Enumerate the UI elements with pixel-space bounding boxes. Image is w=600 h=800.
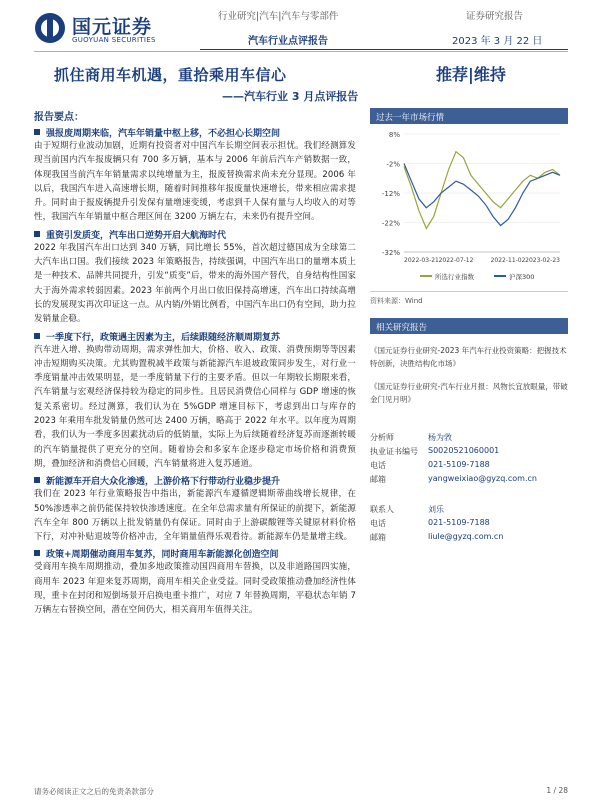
chart-source: 资料来源：Wind (370, 297, 423, 305)
contact-name: 刘乐 (428, 505, 444, 514)
header-divider (200, 49, 568, 50)
bullet-square-icon (34, 231, 40, 237)
market-chart (370, 124, 568, 292)
analyst-cert-row (370, 446, 568, 460)
header-divider-light (34, 51, 568, 52)
bullet-square-icon (34, 129, 40, 135)
chart-x-tick-label: 2022-07-12 (438, 257, 474, 264)
analyst-name-row (370, 432, 568, 446)
company-logo-icon (34, 12, 66, 44)
analyst-cert-label: 执业证书编号 (370, 447, 418, 456)
summary-bullet (34, 330, 356, 343)
company-logo (34, 12, 194, 46)
analyst-tel-label: 电话 (370, 461, 386, 470)
summary-heading: 报告要点： (34, 112, 84, 123)
rating-badge: 推荐|维持 (436, 65, 506, 84)
chart-y-tick-label: -2% (386, 160, 400, 169)
bullet-square-icon (34, 477, 40, 483)
summary-column (34, 108, 356, 618)
header-report-type: 证券研究报告 (466, 11, 524, 22)
analyst-tel: 021-5109-7188 (428, 460, 490, 469)
chart-x-tick-label: 2023-02-23 (525, 257, 560, 264)
related-reports-bar: 相关研究报告 (370, 318, 568, 334)
contact-mail-label: 邮箱 (370, 533, 386, 542)
analyst-mail-label: 邮箱 (370, 475, 386, 484)
summary-paragraph: 受商用车换车周期推动，叠加多地政策推动国四商用车替换，以及非道路国四实施，商用车 2023 年迎来复苏周期，商用车相关企业受益。同时受政策推动叠加经济性体现，重卡在封闭和短倒场景开启换电重卡推广，对应 7 年替换周期，平稳状态年销 7 万辆左右替换空间，潜在空间仍大，相关商用车值得关注。 (34, 562, 356, 616)
analyst-name: 杨为敩 (428, 433, 452, 442)
header-date: 2023 年 3 月 22 日 (452, 36, 543, 47)
report-subtitle: ——汽车行业 3 月点评报告 (222, 90, 359, 103)
related-report-link[interactable]: 《国元证券行业研究-汽车行业月报：风物长宜放眼量，带破金门见月明》 (370, 382, 568, 404)
summary-bullet (34, 228, 356, 241)
analyst-info (370, 432, 568, 546)
bullet-square-icon (34, 550, 40, 556)
summary-bullet (34, 474, 356, 487)
logo-text-en: GUOYUAN SECURITIES (72, 36, 156, 44)
contact-mail-link[interactable]: liule@gyzq.com.cn (428, 532, 504, 541)
related-report-link[interactable]: 《国元证券行业研究-2023 年汽车行业投资策略：把握技术特创新，决胜结构化市场》 (370, 346, 567, 368)
analyst-mail-row (370, 474, 568, 488)
chart-y-tick-label: -32% (381, 249, 400, 257)
summary-paragraph: 2022 年我国汽车出口达到 340 万辆，同比增长 55%，首次超过德国成为全球第二大汽车出口国。我们接续 2023 年策略报告，持续强调，中国汽车出口的量增本质上是一种技术、品牌共同提升，引发“质变”后，带来的海外国产替代，自身结构性国家大于海外需求转弱因素。2023 年前两个月出口依旧保持高增速，汽车出口持续高增长的发展现实再次印证这一点。从内销/外销比例看，中国汽车出口仍有空间，助力拉发销量企稳。 (34, 242, 356, 325)
page-header (0, 0, 600, 56)
chart-series-line (404, 164, 560, 226)
bullet-text: 一季度下行，政策遇主因素为主，后续跟随经济顺周期复苏 (46, 332, 281, 343)
bullet-text: 强报废周期来临，汽车年销量中枢上移，不必担心长期空间 (46, 129, 281, 139)
contact-tel-row (370, 518, 568, 532)
chart-y-tick-label: -12% (381, 190, 400, 198)
chart-y-tick-label: -22% (381, 219, 400, 228)
report-title: 抓住商用车机遇，重拾乘用车信心 (54, 66, 287, 84)
page-number: 1 / 28 (546, 786, 568, 795)
chart-title-bar: 过去一年市场行情 (370, 108, 568, 124)
header-category: 行业研究|汽车|汽车与零部件 (218, 11, 339, 22)
contact-tel: 021-5109-7188 (428, 518, 490, 527)
analyst-cert: S0020521060001 (428, 446, 500, 455)
contact-role-label: 联系人 (370, 505, 394, 514)
contact-mail-row (370, 532, 568, 546)
page-footer (34, 786, 568, 797)
market-chart-svg (370, 124, 568, 292)
summary-paragraph: 我们在 2023 年行业策略报告中指出，新能源汽车遵循逻辑斯蒂曲线增长规律，在 50%渗透率之前仍能保持较快渗透速度。在全年总需求量有所保证的前提下，新能源汽车全年 800 万辆以上批发销量仍有保证。同时由于上游碳酸锂等关键原材料价格下行，对冲补贴退坡等价格冲击，全年销量值得乐观看待。新能源车仍是量增主线。 (34, 489, 356, 543)
analyst-tel-row (370, 460, 568, 474)
bullet-text: 重资引发质变，汽车出口逆势开启大航海时代 (46, 230, 227, 241)
logo-text-cn: 国元证券 (72, 16, 153, 38)
chart-x-tick-label: 2022-11-02 (490, 257, 526, 264)
summary-paragraph: 汽车进入增、换购带动周期，需求弹性加大，价格、收入、政策、消费预期等等因素冲击短期购买决策。尤其购置税减半政策与新能源汽车退坡政策同步发生，对行业一季度销量冲击效果明显，是一季度销量下行的主要矛盾。但以一年期较长期限来看，汽车销量与宏观经济保持较为稳定的同步性。且居民消费信心同样与 GDP 增速的恢复关系密切。经过测算，我们认为在 5%GDP 增速目标下，考虑到出口与库存的 2023 年乘用车批发销量仍然可达 2400 万辆，略高于 2022 年水平。以年度为周期看，我们认为一季度多因素扰动后的低销量，实际上为后续随着经济复苏而逐渐转暖的汽车销量提供了更充分的空间。随着协会和多家车企逐步稳定市场价格和消费预期，叠加经济和消费信心回暖，汽车销量将进入复苏通道。 (34, 344, 356, 469)
chart-legend-label: 所选行业指数 (435, 273, 474, 281)
bullet-square-icon (34, 333, 40, 339)
chart-y-tick-label: 8% (388, 131, 400, 139)
summary-bullet (34, 547, 356, 560)
analyst-role-label: 分析师 (370, 433, 394, 442)
contact-tel-label: 电话 (370, 519, 386, 528)
analyst-mail-link[interactable]: yangweixiao@gyzq.com.cn (428, 474, 537, 483)
footer-disclaimer: 请务必阅读正文之后的免责条款部分 (34, 787, 154, 796)
bullet-text: 新能源车开启大众化渗透，上游价格下行带动行业稳步提升 (46, 477, 281, 488)
sidebar-column (370, 108, 568, 546)
header-subtitle: 汽车行业点评报告 (248, 36, 328, 47)
bullet-text: 政策+周期催动商用车复苏，同时商用车新能源化创造空间 (46, 550, 279, 561)
summary-paragraph: 由于短期行业波动加剧，近期有投资者对中国汽车长期空间表示担忧。我们经测算发现当前国内汽车报废辆只有 700 多万辆，基本与 2006 年前后汽车产销数据一致，体现我国当前汽车年销量需求以纯增量为主，报废替换需求尚未充分显现。2006 年以后，我国汽车进入高速增长期，随着时间推移年报废量快速增长，带来相应需求提升。同时由于报废辆提升引发保有量增速变缓，考虑到千人保有量与人均收入的对等性，我国汽车年销量中枢合理区间在 3200 万辆左右，未来仍有提升空间。 (34, 141, 356, 223)
chart-legend-label: 沪深300 (509, 273, 535, 281)
summary-bullet (34, 126, 356, 139)
chart-x-tick-label: 2022-03-21 (404, 257, 439, 264)
contact-name-row (370, 504, 568, 518)
